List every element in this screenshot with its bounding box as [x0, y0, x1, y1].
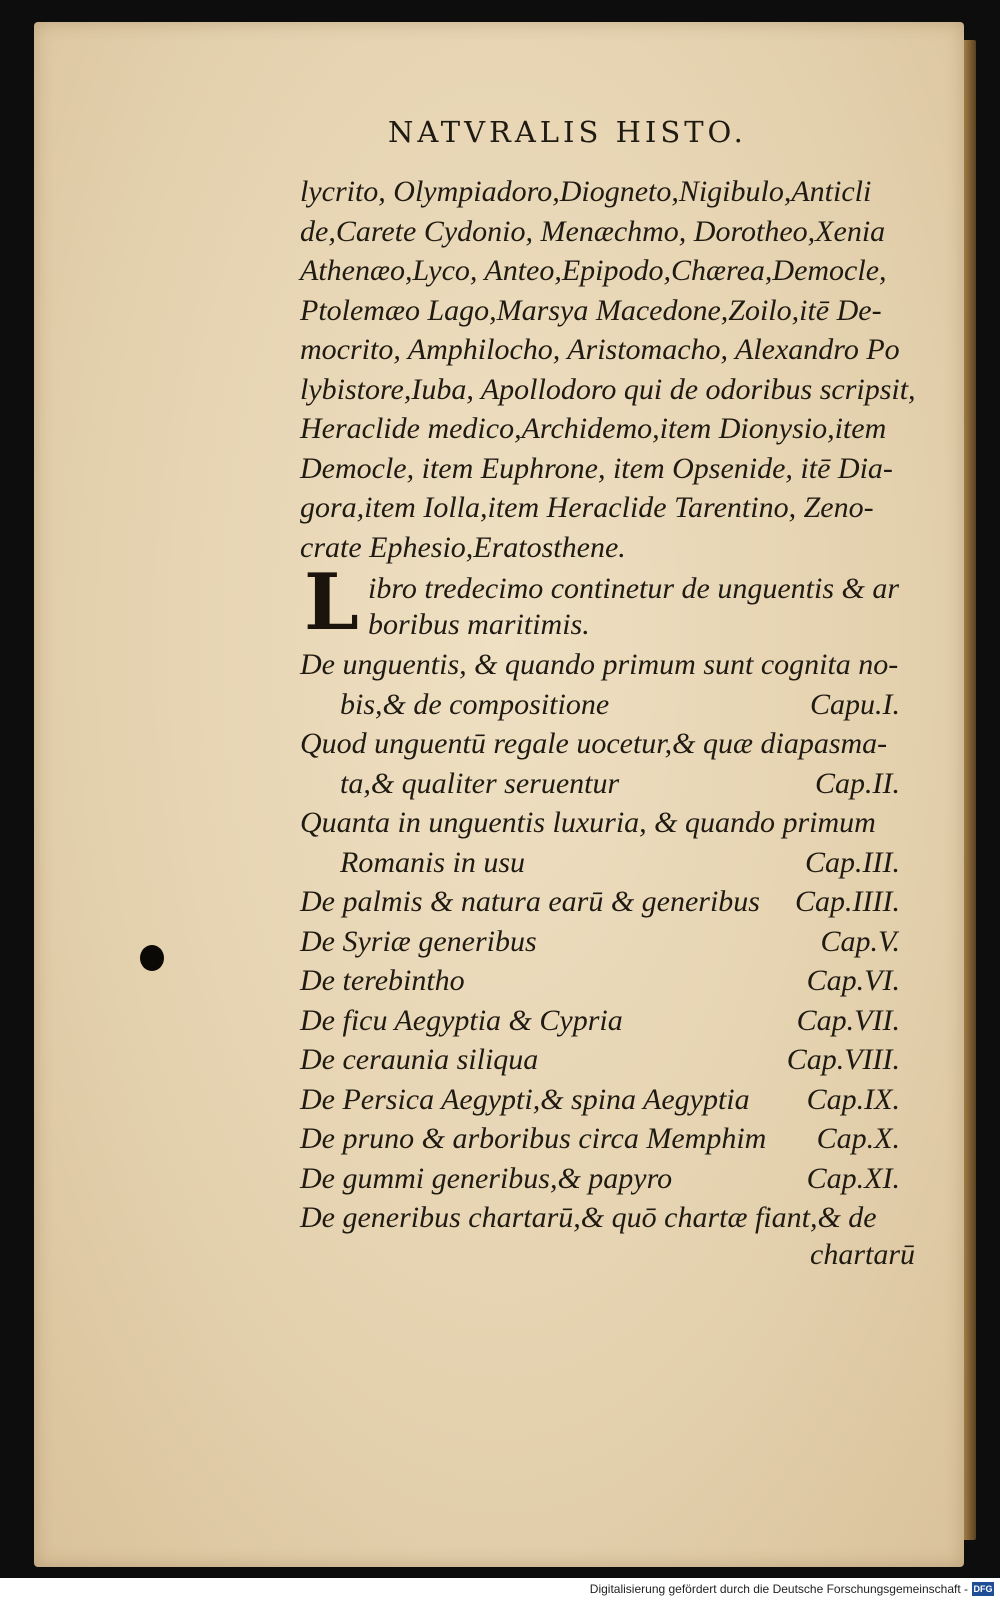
authors-line: gora,item Iolla,item Heraclide Tarentino, Zeno-	[300, 491, 874, 524]
toc-entry-title: De generibus chartarū,& quō chartæ fiant,& de	[300, 1201, 877, 1234]
authors-line: crate Ephesio,Eratosthene.	[300, 530, 626, 564]
catchword: chartarū	[810, 1238, 915, 1271]
toc-entry-chapter: Cap.III.	[805, 845, 900, 879]
toc-entry-title: De ceraunia siliqua	[300, 1043, 539, 1076]
book-intro-line-1: ibro tredecimo continetur de unguentis & ar	[368, 572, 900, 605]
authors-line: lybistore,Iuba, Apollodoro qui de odoribus scripsit,	[300, 372, 916, 406]
toc-entry-chapter: Cap.XI.	[806, 1161, 900, 1195]
toc-entry-title: De Persica Aegypti,& spina Aegyptia	[300, 1082, 750, 1116]
toc-entry-chapter: Cap.VII.	[796, 1003, 900, 1037]
authors-line: Ptolemæo Lago,Marsya Macedone,Zoilo,itē De-	[300, 293, 882, 327]
authors-line: Democle, item Euphrone, item Opsenide, itē Dia-	[300, 451, 893, 485]
toc-entry-title: De palmis & natura earū & generibus	[300, 885, 760, 918]
toc-entry-chapter: Cap.X.	[816, 1122, 900, 1155]
toc-entry-chapter: Cap.V.	[820, 924, 900, 958]
toc-entry-chapter: Cap.VIII.	[786, 1043, 900, 1076]
toc-entry-title: Romanis in usu	[340, 845, 526, 879]
toc-entry-title: De terebintho	[300, 964, 465, 997]
drop-cap: L	[304, 557, 359, 648]
dfg-logo: DFG	[973, 1584, 993, 1594]
toc-entry-title: De gummi generibus,& papyro	[300, 1161, 673, 1195]
toc-entry-chapter: Cap.IIII.	[795, 885, 900, 918]
authors-line: Heraclide medico,Archidemo,item Dionysio,item	[300, 412, 887, 445]
toc-entry-chapter: Cap.IX.	[806, 1082, 900, 1116]
authors-line: de,Carete Cydonio, Menæchmo, Dorotheo,Xenia	[300, 214, 886, 248]
footer-bar	[0, 1578, 1000, 1604]
toc-entry-title: ta,& qualiter seruentur	[340, 766, 620, 800]
toc-entry-chapter: Cap.II.	[815, 766, 900, 800]
toc-entry-chapter: Capu.I.	[810, 687, 900, 721]
toc-entry-title: bis,& de compositione	[340, 687, 610, 721]
authors-line: Athenæo,Lyco, Anteo,Epipodo,Chærea,Democle,	[300, 254, 887, 287]
toc-entry-chapter: Cap.VI.	[806, 964, 900, 997]
toc-entry-title: Quanta in unguentis luxuria, & quando primum	[300, 806, 876, 839]
book-intro-line-2: boribus maritimis.	[368, 608, 590, 641]
running-head: NATVRALIS HISTO.	[388, 115, 747, 149]
authors-line: mocrito, Amphilocho, Aristomacho, Alexandro Po	[300, 333, 900, 366]
toc-entry-title: De pruno & arboribus circa Memphim	[300, 1122, 767, 1155]
footer-credit: Digitalisierung gefördert durch die Deutsche Forschungsgemeinschaft -	[589, 1582, 968, 1596]
authors-line: lycrito, Olympiadoro,Diogneto,Nigibulo,Anticli	[300, 175, 872, 208]
ink-blot	[140, 945, 164, 971]
toc-entry-title: De unguentis, & quando primum sunt cognita no-	[300, 648, 899, 681]
toc-entry-title: De Syriæ generibus	[300, 924, 537, 958]
toc-entry-title: De ficu Aegyptia & Cypria	[300, 1003, 623, 1037]
toc-entry-title: Quod unguentū regale uocetur,& quæ diapasma-	[300, 727, 888, 760]
